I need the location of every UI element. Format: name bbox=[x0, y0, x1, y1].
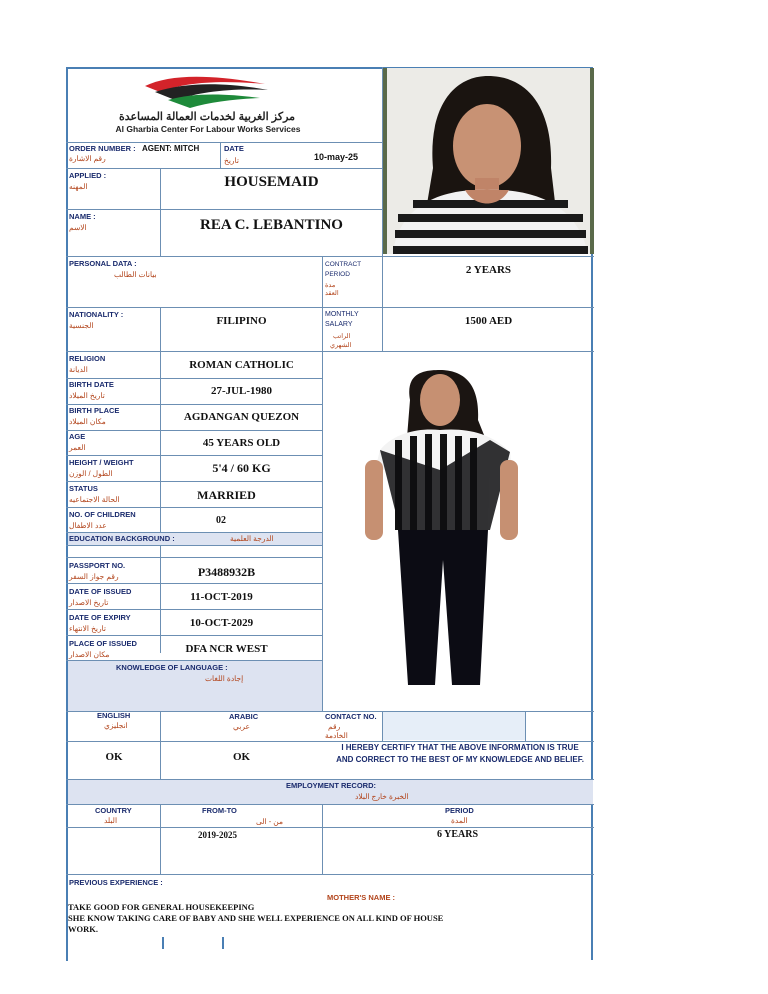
birth-place-label-ar: مكان الميلاد bbox=[69, 417, 106, 426]
salary-label-ar-1: الراتب bbox=[333, 333, 351, 340]
arabic-level-value: OK bbox=[232, 751, 251, 763]
employment-label-ar: الخبرة خارج البلاد bbox=[355, 792, 409, 801]
applied-label-ar: المهنه bbox=[69, 182, 88, 191]
birth-place-value: AGDANGAN QUEZON bbox=[183, 411, 300, 423]
height-weight-label: HEIGHT / WEIGHT bbox=[69, 458, 134, 467]
previous-experience-line-2: SHE KNOW TAKING CARE OF BABY AND SHE WELL EXPERIENCE ON ALL KIND OF HOUSE bbox=[68, 913, 444, 923]
employment-label: EMPLOYMENT RECORD: bbox=[286, 781, 376, 790]
date-expiry-value: 10-OCT-2029 bbox=[189, 617, 254, 629]
date-label-ar: تاريخ bbox=[224, 156, 239, 165]
education-label: EDUCATION BACKGROUND : bbox=[69, 534, 175, 543]
date-issued-value: 11-OCT-2019 bbox=[190, 591, 253, 603]
nationality-label-ar: الجنسية bbox=[69, 321, 94, 330]
name-value: REA C. LEBANTINO bbox=[200, 217, 343, 233]
birth-date-value: 27-JUL-1980 bbox=[210, 385, 273, 397]
contact-label: CONTACT NO. bbox=[325, 712, 377, 721]
mothers-name-label: MOTHER'S NAME : bbox=[327, 893, 396, 902]
name-label-ar: الاسم bbox=[69, 223, 87, 232]
status-value: MARRIED bbox=[197, 488, 256, 502]
religion-label: RELIGION bbox=[69, 354, 106, 363]
english-label-ar: انجليزي bbox=[104, 721, 128, 730]
date-expiry-label: DATE OF EXPIRY bbox=[69, 613, 131, 622]
birth-date-label: BIRTH DATE bbox=[69, 380, 114, 389]
age-value: 45 YEARS OLD bbox=[202, 437, 281, 449]
religion-label-ar: الديانة bbox=[69, 365, 88, 374]
salary-label-2: SALARY bbox=[325, 321, 353, 328]
date-value: 10-may-25 bbox=[314, 152, 359, 162]
salary-label-ar-2: الشهري bbox=[330, 342, 352, 349]
period-header-ar: المدة bbox=[451, 816, 468, 825]
personal-data-label-ar: بيانات الطالب bbox=[114, 270, 157, 279]
date-issued-label: DATE OF ISSUED bbox=[69, 587, 132, 596]
order-agent: AGENT: MITCH bbox=[142, 144, 200, 153]
contract-label-ar-1: مدة bbox=[325, 282, 336, 289]
contract-label-ar-2: العقد bbox=[325, 290, 339, 297]
salary-value: 1500 AED bbox=[464, 315, 513, 327]
employment-period-value: 6 YEARS bbox=[437, 829, 479, 840]
employment-fromto-value: 2019-2025 bbox=[198, 830, 237, 840]
country-header: COUNTRY bbox=[95, 806, 132, 815]
language-label: KNOWLEDGE OF LANGUAGE : bbox=[116, 663, 228, 672]
applied-value: HOUSEMAID bbox=[224, 174, 319, 190]
period-header: PERIOD bbox=[445, 806, 474, 815]
fromto-header: FROM-TO bbox=[202, 806, 237, 815]
religion-value: ROMAN CATHOLIC bbox=[189, 359, 294, 371]
previous-experience-label: PREVIOUS EXPERIENCE : bbox=[69, 878, 163, 887]
applicant-full-body-photo bbox=[340, 360, 540, 690]
place-issued-label: PLACE OF ISSUED bbox=[69, 639, 137, 648]
passport-no-label: PASSPORT NO. bbox=[69, 561, 126, 570]
logo bbox=[140, 72, 275, 112]
order-number-label-ar: رقم الاشارة bbox=[69, 154, 106, 163]
org-english-name: Al Gharbia Center For Labour Works Services bbox=[115, 124, 301, 134]
language-label-ar: إجادة اللغات bbox=[205, 674, 244, 683]
date-label: DATE bbox=[224, 144, 244, 153]
birth-date-label-ar: تاريخ الميلاد bbox=[69, 391, 105, 400]
height-weight-value: 5'4 / 60 KG bbox=[212, 461, 271, 475]
contact-label-ar-1: رقم bbox=[328, 722, 341, 731]
place-issued-label-ar: مكان الاصدار bbox=[69, 650, 110, 659]
status-label-ar: الحالة الاجتماعيه bbox=[69, 495, 120, 504]
previous-experience-line-1: TAKE GOOD FOR GENERAL HOUSEKEEPING bbox=[68, 902, 255, 912]
contact-label-ar-2: الخادمة bbox=[325, 731, 348, 740]
previous-experience-line-3: WORK. bbox=[68, 924, 98, 934]
age-label: AGE bbox=[69, 432, 86, 441]
divider-mark bbox=[162, 937, 164, 949]
contact-value-field bbox=[383, 712, 525, 740]
date-issued-label-ar: تاريخ الاصدار bbox=[69, 598, 109, 607]
age-label-ar: العمر bbox=[69, 443, 86, 452]
name-label: NAME : bbox=[69, 212, 96, 221]
org-arabic-name: مركز الغربية لخدمات العمالة المساعدة bbox=[118, 111, 296, 123]
english-level-value: OK bbox=[105, 751, 123, 763]
english-label: ENGLISH bbox=[97, 711, 131, 720]
children-value: 02 bbox=[216, 515, 226, 526]
fromto-header-ar: من - الى bbox=[256, 817, 284, 826]
passport-no-label-ar: رقم جواز السفر bbox=[69, 572, 119, 581]
arabic-label: ARABIC bbox=[229, 712, 259, 721]
place-issued-value: DFA NCR WEST bbox=[185, 643, 268, 655]
applicant-portrait-photo bbox=[383, 68, 594, 254]
personal-data-label: PERSONAL DATA : bbox=[69, 259, 137, 268]
certification-text: I HEREBY CERTIFY THAT THE ABOVE INFORMATION IS TRUE AND CORRECT TO THE BEST OF MY KNOWLEDGE AND BELIEF. bbox=[336, 743, 584, 764]
applied-label: APPLIED : bbox=[69, 171, 107, 180]
children-label: NO. OF CHILDREN bbox=[69, 510, 136, 519]
logo-emblem bbox=[140, 72, 275, 112]
height-weight-label-ar: الطول / الوزن bbox=[69, 469, 113, 478]
children-label-ar: عدد الاطفال bbox=[69, 521, 107, 530]
country-header-ar: البلد bbox=[104, 816, 118, 825]
order-number-label: ORDER NUMBER : bbox=[69, 144, 136, 153]
contract-label-1: CONTRACT bbox=[325, 261, 362, 268]
education-label-ar: الدرجة العلمية bbox=[230, 534, 274, 543]
contract-label-2: PERIOD bbox=[325, 271, 350, 278]
status-label: STATUS bbox=[69, 484, 98, 493]
contract-value: 2 YEARS bbox=[465, 264, 512, 276]
divider-mark bbox=[222, 937, 224, 949]
arabic-label-ar: عربي bbox=[233, 722, 250, 731]
date-expiry-label-ar: تاريخ الانتهاء bbox=[69, 624, 106, 633]
passport-no-value: P3488932B bbox=[197, 565, 256, 579]
salary-label-1: MONTHLY bbox=[325, 311, 359, 318]
nationality-value: FILIPINO bbox=[216, 315, 267, 327]
birth-place-label: BIRTH PLACE bbox=[69, 406, 120, 415]
nationality-label: NATIONALITY : bbox=[69, 310, 124, 319]
